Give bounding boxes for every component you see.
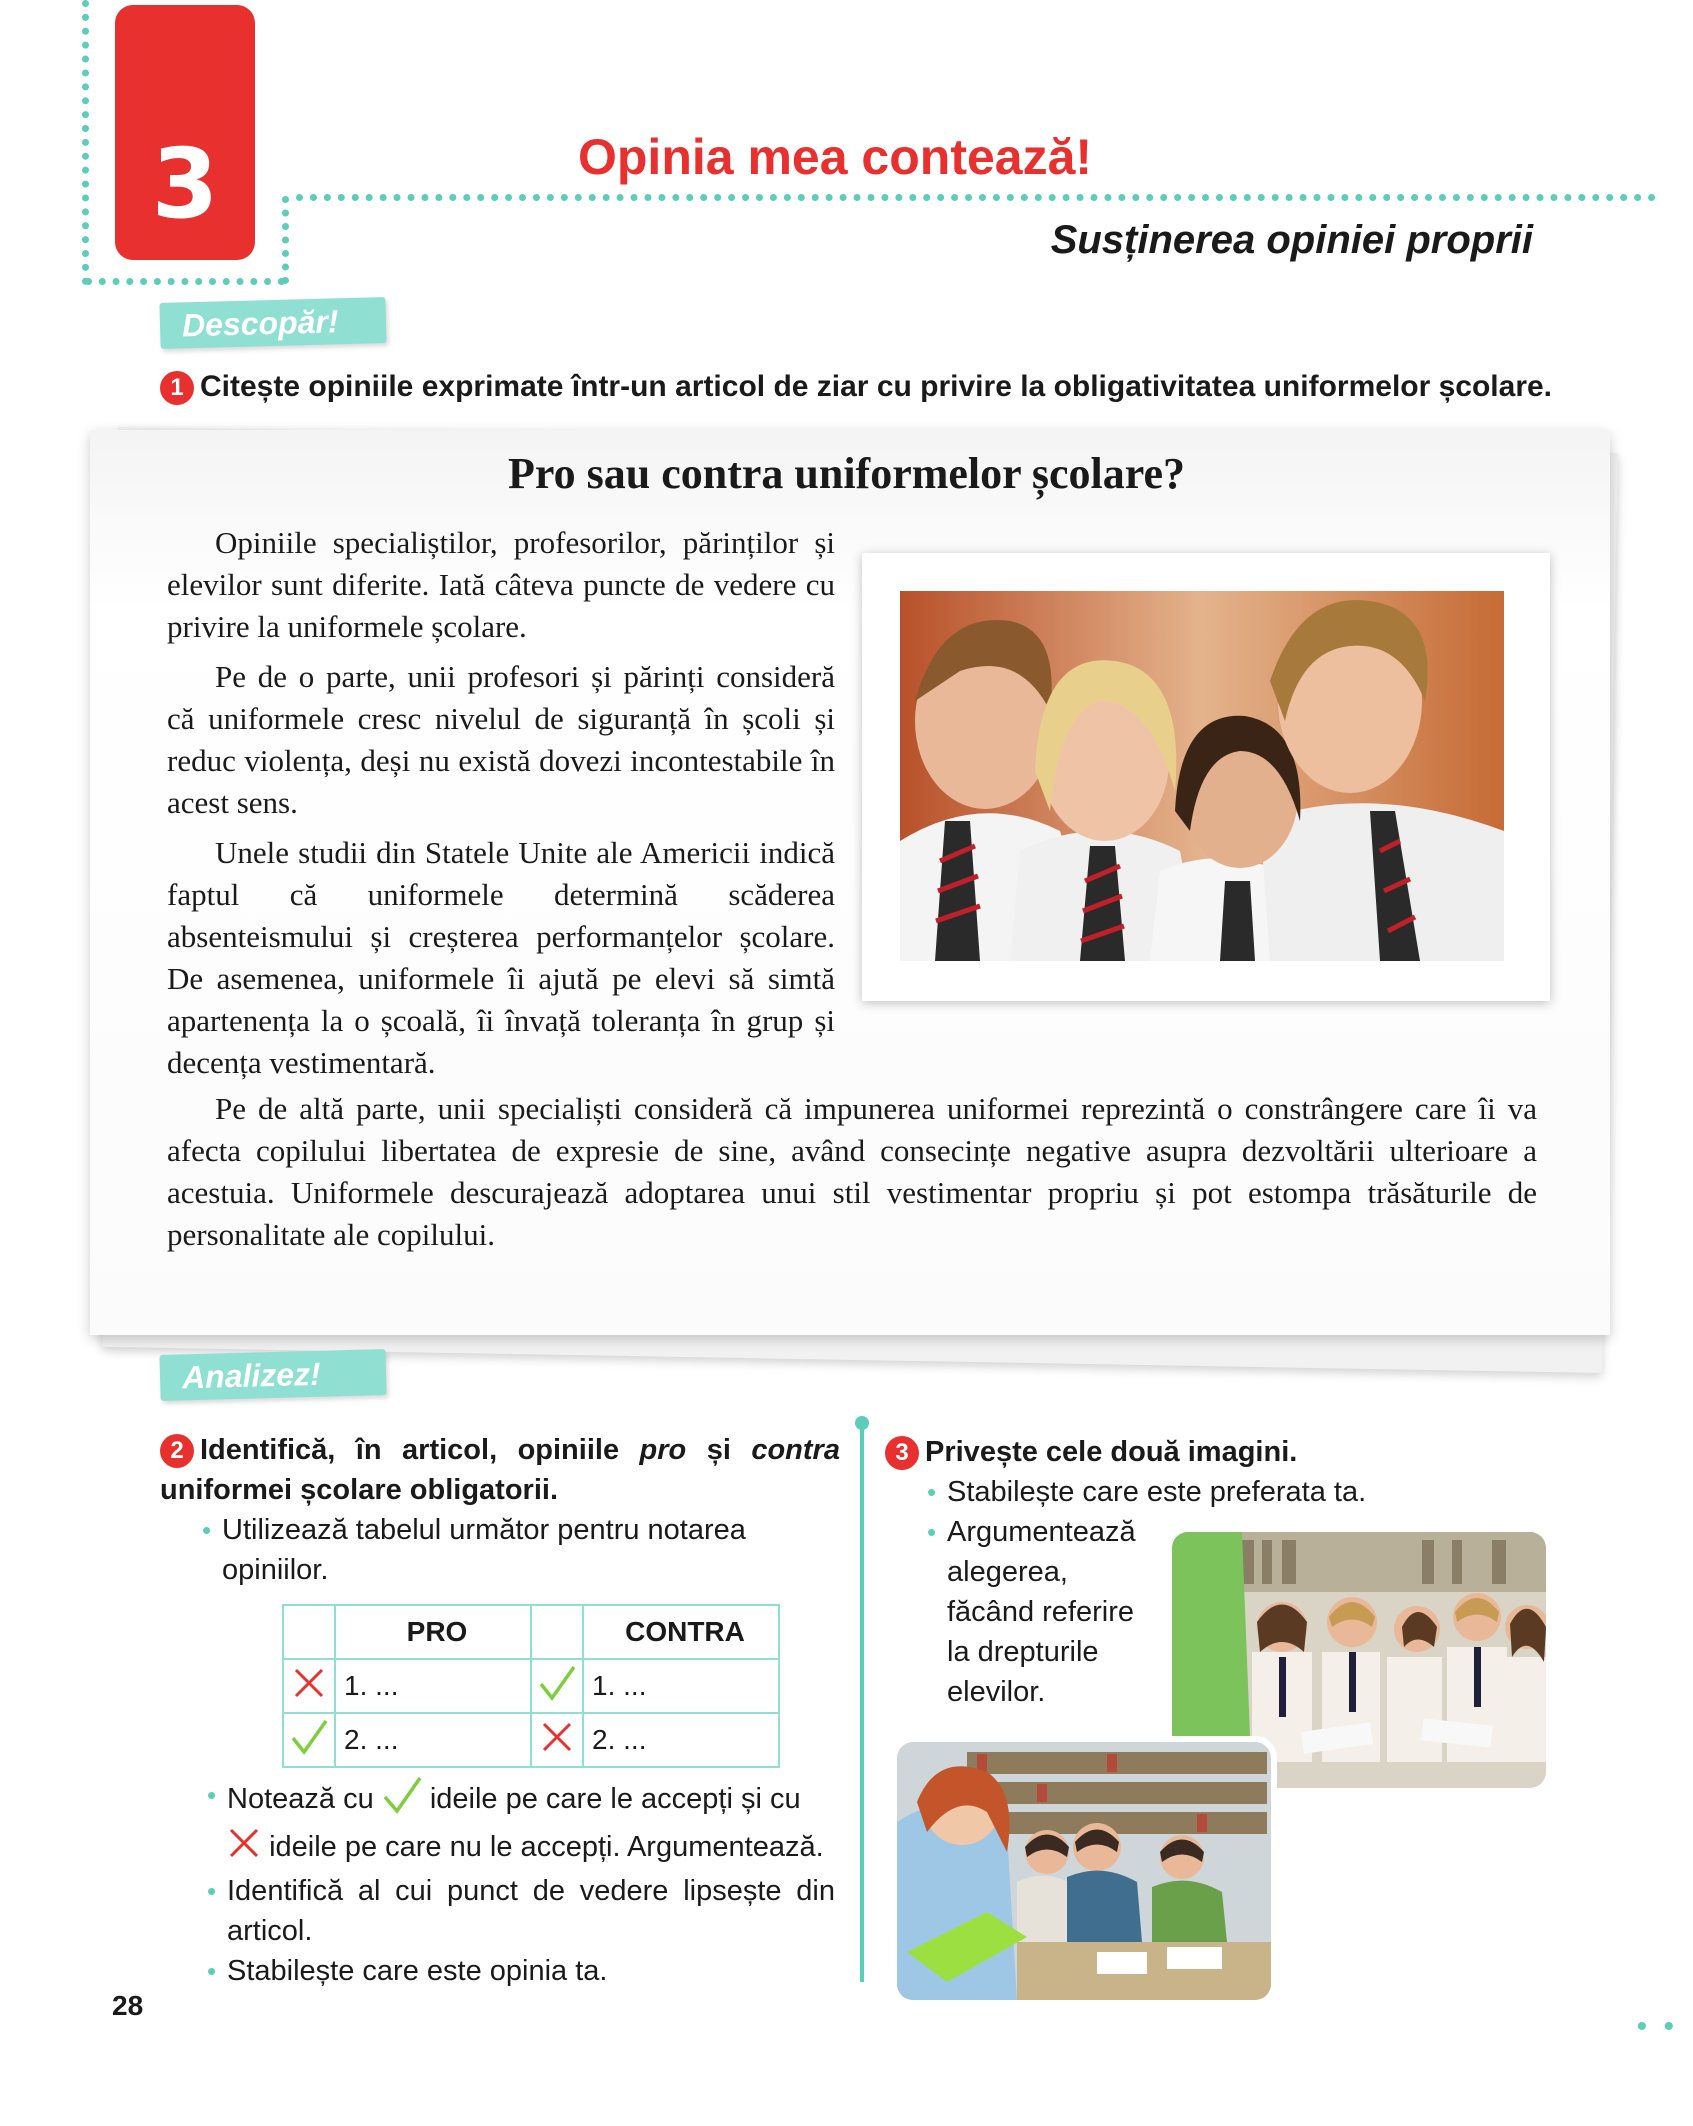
header-pro: PRO — [335, 1605, 531, 1659]
dotted-border-top — [296, 194, 1656, 201]
article-column — [167, 522, 835, 1092]
dotted-border-bottom — [85, 278, 285, 285]
article-paragraph: Pe de altă parte, unii specialiști consideră că impunerea uniformei reprezintă o constrângere care îi va afecta copilului libertatea de expresie de sine, având consecințe negative asupra dezvoltării ulterioare a acestuia. Uniformele descurajează adoptarea unui stil vestimentar propriu și pot estompa trăsăturile de personalitate ale copilului. — [167, 1091, 1537, 1252]
exercise-3-instruction — [885, 1432, 1385, 1472]
instruction-text: uniformei școlare obligatorii. — [160, 1474, 559, 1506]
contra-cell: 1. ... — [583, 1659, 779, 1713]
dotted-border-step — [282, 196, 289, 284]
exercise-2-bullets — [205, 1775, 835, 1991]
article-paragraph: Pe de o parte, unii profesori și părinți consideră că uniformele cresc nivelul de siguranță în școli și reduc violența, deși nu există dovezi incontestabile în acest sens. — [167, 659, 835, 820]
lesson-title: Opinia mea contează! — [578, 129, 1093, 185]
exercise-1-instruction — [160, 370, 1552, 405]
instruction-text: Privește cele două imagini. — [925, 1436, 1298, 1468]
exercise-number-badge: 1 — [160, 371, 194, 405]
bullet-text: Stabilește care este opinia ta. — [227, 1955, 608, 1987]
article-paragraph: Opiniile specialiștilor, profesorilor, părinților și elevilor sunt diferite. Iată câteva puncte de vedere cu privire la uniformele școlare. — [167, 525, 835, 644]
bullet-mark-ideas — [205, 1775, 835, 1871]
bullet-argue — [925, 1512, 1145, 1712]
dotted-border-left — [82, 0, 89, 285]
contra-cell: 2. ... — [583, 1713, 779, 1767]
cross-icon — [531, 1713, 583, 1767]
bullet-preferred — [925, 1472, 1385, 1512]
instruction-text: Identifică, în articol, opiniile — [200, 1434, 640, 1466]
instruction-contra: contra — [751, 1434, 840, 1466]
exercise-1-text: Citește opiniile exprimate într-un articol de ziar cu privire la obligativitatea uniformelor școlare. — [200, 370, 1553, 403]
check-icon — [382, 1775, 422, 1826]
students-uniform-photo — [900, 591, 1504, 961]
bullet-text: Stabilește care este preferata ta. — [947, 1476, 1367, 1508]
exercise-number-badge: 3 — [885, 1436, 919, 1470]
pro-cell: 2. ... — [335, 1713, 531, 1767]
table-empty-cell — [283, 1605, 335, 1659]
article-title: Pro sau contra uniformelor școlare? — [507, 449, 1185, 498]
bullet-text: Notează cu — [227, 1783, 374, 1816]
students-photo-frame — [862, 553, 1550, 1001]
check-icon — [531, 1659, 583, 1713]
check-icon — [283, 1713, 335, 1767]
cross-icon — [227, 1826, 261, 1871]
header-contra: CONTRA — [583, 1605, 779, 1659]
exercise-number-badge: 2 — [160, 1434, 194, 1468]
bullet-text: Argumentează alegerea, făcând referire la drepturile elevilor. — [947, 1516, 1136, 1708]
pro-cell: 1. ... — [335, 1659, 531, 1713]
pro-contra-table — [282, 1604, 780, 1768]
bullet-text: Identifică al cui punct de vedere lipsește din articol. — [227, 1875, 835, 1947]
page-number: 28 — [112, 1990, 144, 2021]
bullet-text: ideile pe care le accepți și cu — [429, 1783, 801, 1816]
article-paragraph: Unele studii din Statele Unite ale Americii indică faptul că uniformele determină scăderea absenteismului și creșterea performanțelor școlare. De asemenea, uniformele îi ajută pe elevi să simtă apartenența la o școală, îi învață toleranța în grup și decența vestimentară. — [167, 835, 835, 1080]
column-divider — [860, 1422, 864, 1982]
bullet-missing-view — [205, 1871, 835, 1951]
section-tag-discover: Descopăr! — [159, 297, 386, 349]
instruction-pro: pro — [639, 1434, 687, 1466]
casual-students-library-photo — [897, 1742, 1271, 2000]
exercise-2 — [160, 1430, 840, 1590]
bullet-use-table — [200, 1510, 840, 1590]
lesson-subtitle: Susținerea opiniei proprii — [1050, 218, 1533, 262]
bullet-text: ideile pe care nu le accepți. Argumentează. — [269, 1831, 824, 1864]
table-empty-cell — [531, 1605, 583, 1659]
cross-icon — [283, 1659, 335, 1713]
exercise-2-instruction — [160, 1430, 840, 1510]
bullet-opinion — [205, 1951, 835, 1991]
instruction-text: și — [686, 1434, 752, 1466]
corner-dots-decoration: • • — [1636, 2010, 1678, 2043]
bullet-text: Utilizează tabelul următor pentru notarea opiniilor. — [222, 1514, 746, 1586]
chapter-number: 3 — [115, 5, 255, 260]
section-tag-analyze: Analizez! — [159, 1349, 386, 1401]
